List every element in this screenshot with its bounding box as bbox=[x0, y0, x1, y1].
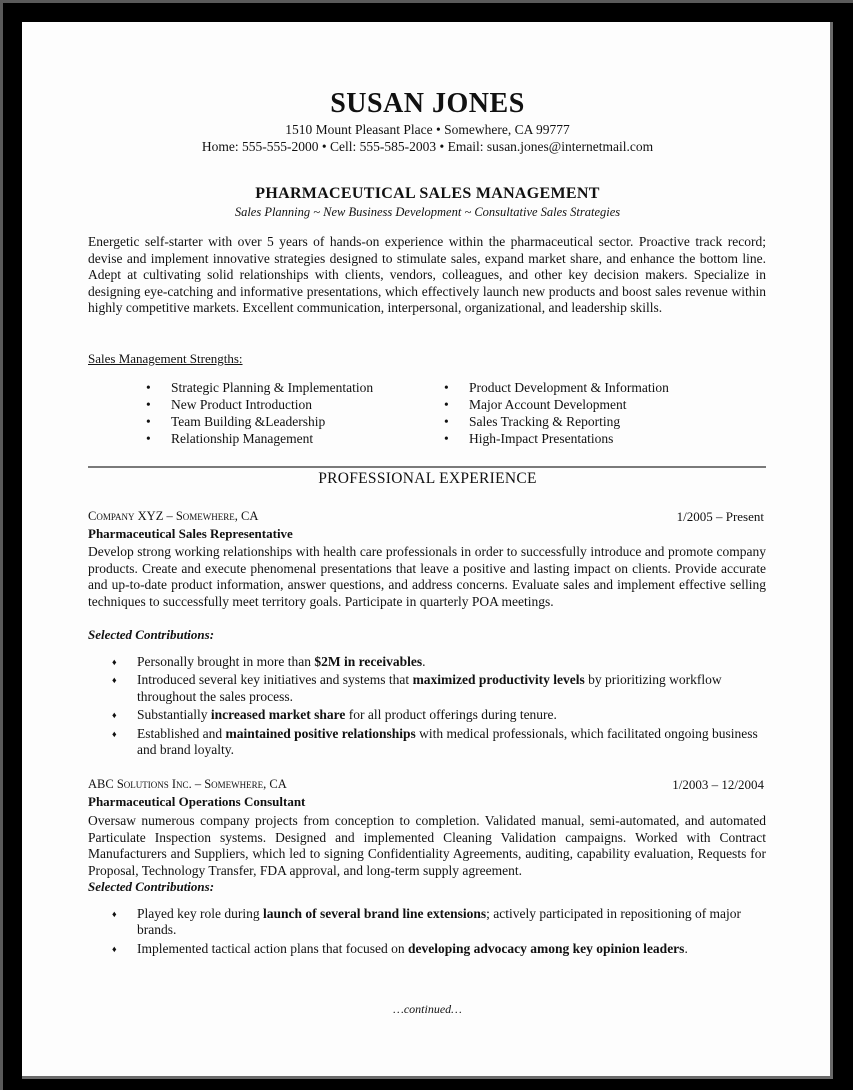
section-divider bbox=[88, 466, 766, 468]
address-line: 1510 Mount Pleasant Place • Somewhere, CA 99777 bbox=[285, 122, 570, 137]
profile-tagline: Sales Planning ~ New Business Development ~ Consultative Sales Strategies bbox=[234, 205, 621, 219]
job-description: Oversaw numerous company projects from conception to completion. Validated manual, semi-automated, and automated Particulate Inspection systems. Designed and implemented Cleaning Validation campaigns. Worked with Contract Manufacturers and Suppliers, which led to signing Confidentiality Agreements, auditing, capability evaluation, Requests for Proposal, Technology Transfer, FDA approval, and long-term supply agreement. bbox=[88, 813, 766, 878]
strength-item: • Strategic Planning & Implementation bbox=[146, 379, 373, 396]
contributions-list bbox=[112, 906, 762, 959]
strength-item: • New Product Introduction bbox=[146, 396, 373, 413]
contribution-item: ♦ Personally brought in more than $2M in receivables. bbox=[112, 654, 762, 670]
contributions-list bbox=[112, 654, 762, 760]
continued-note: …continued… bbox=[393, 1002, 462, 1016]
strength-item: • High-Impact Presentations bbox=[444, 430, 669, 447]
profile-headline: PHARMACEUTICAL SALES MANAGEMENT bbox=[255, 185, 600, 202]
strength-item: • Team Building &Leadership bbox=[146, 413, 373, 430]
candidate-name: SUSAN JONES bbox=[330, 88, 525, 119]
contribution-item: ♦ Implemented tactical action plans that focused on developing advocacy among key opinion leaders. bbox=[112, 941, 762, 957]
contribution-item: ♦ Played key role during launch of several brand line extensions; actively participated in repositioning of major brands. bbox=[112, 906, 762, 939]
strength-item: • Sales Tracking & Reporting bbox=[444, 413, 669, 430]
strengths-label: Sales Management Strengths: bbox=[88, 351, 243, 366]
job-title: Pharmaceutical Sales Representative bbox=[88, 526, 293, 541]
job-company: Company XYZ – Somewhere, CA bbox=[88, 509, 259, 523]
strength-item: • Product Development & Information bbox=[444, 379, 669, 396]
job-company: ABC Solutions Inc. – Somewhere, CA bbox=[88, 777, 287, 791]
frame-border-top bbox=[0, 0, 853, 3]
strengths-list-right bbox=[444, 379, 669, 447]
contact-line: Home: 555-555-2000 • Cell: 555-585-2003 • Email: susan.jones@internetmail.com bbox=[201, 139, 654, 154]
strength-item: • Major Account Development bbox=[444, 396, 669, 413]
resume-page bbox=[22, 22, 833, 1079]
frame-border-left bbox=[0, 0, 3, 1090]
job-description: Develop strong working relationships with health care professionals in order to successfully introduce and promote company products. Create and execute phenomenal presentations that leave a positive and lasting impact on clients. Provide accurate and up-to-date product information, answer questions, and address concerns. Evaluate sales and implement effective selling techniques to successfully meet territory goals. Participate in quarterly POA meetings. bbox=[88, 544, 766, 609]
contribution-item: ♦ Substantially increased market share for all product offerings during tenure. bbox=[112, 707, 762, 723]
contribution-item: ♦ Introduced several key initiatives and systems that maximized productivity levels by prioritizing workflow throughout the sales process. bbox=[112, 672, 762, 705]
job-title: Pharmaceutical Operations Consultant bbox=[88, 794, 306, 809]
job-dates: 1/2005 – Present bbox=[676, 509, 764, 524]
experience-section-title: PROFESSIONAL EXPERIENCE bbox=[318, 470, 537, 487]
contribution-item: ♦ Established and maintained positive relationships with medical professionals, which facilitated ongoing business and brand loyalty. bbox=[112, 726, 762, 759]
strength-item: • Relationship Management bbox=[146, 430, 373, 447]
contributions-label: Selected Contributions: bbox=[88, 879, 215, 894]
job-dates: 1/2003 – 12/2004 bbox=[672, 777, 764, 792]
contributions-label: Selected Contributions: bbox=[88, 627, 215, 642]
profile-summary: Energetic self-starter with over 5 years of hands-on experience within the pharmaceutical sector. Proactive track record; devise and implement innovative strategies designed to stimulate sales, expand market share, and enhance the bottom line. Adept at cultivating solid relationships with clients, vendors, colleagues, and other key decision makers. Specialize in designing eye-catching and informative presentations, which effectively launch new products and boost sales revenue within highly competitive markets. Excellent communication, interpersonal, organizational, and leadership skills. bbox=[88, 234, 766, 316]
strengths-list-left bbox=[146, 379, 373, 447]
